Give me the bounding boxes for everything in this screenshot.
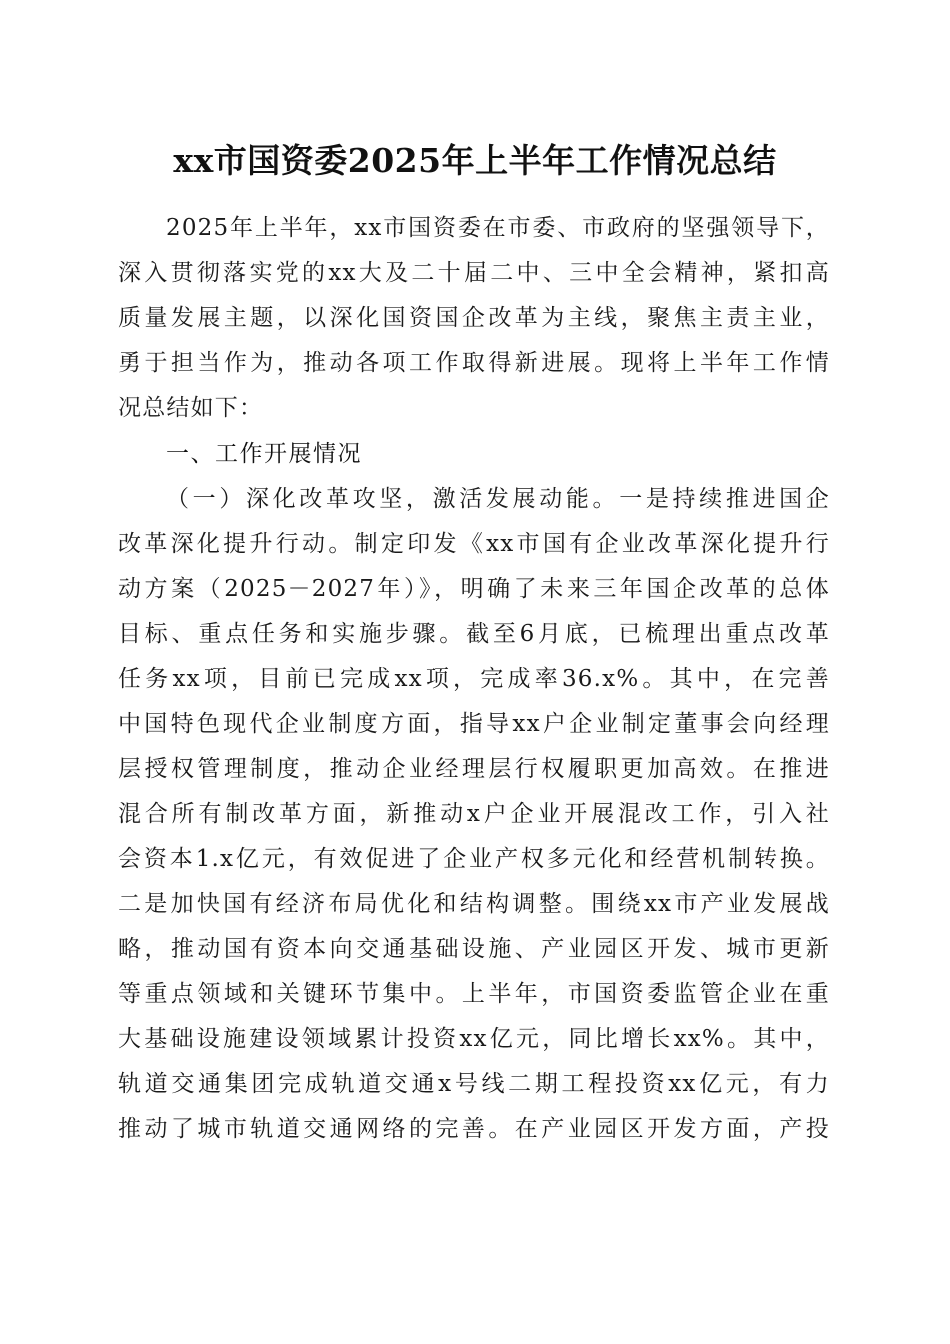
body-line-5: 任务xx项，目前已完成xx项，完成率36.x%。其中，在完善 <box>118 666 830 692</box>
body-line-2: 改革深化提升行动。制定印发《xx市国有企业改革深化提升行 <box>118 531 830 557</box>
body-line-4: 目标、重点任务和实施步骤。截至6月底，已梳理出重点改革 <box>118 621 830 647</box>
intro-line-3: 质量发展主题，以深化国资国企改革为主线，聚焦主责主业， <box>118 305 830 331</box>
body-line-14: 轨道交通集团完成轨道交通x号线二期工程投资xx亿元，有力 <box>118 1071 830 1097</box>
section-heading: 一、工作开展情况 <box>166 441 362 467</box>
body-line-8: 混合所有制改革方面，新推动x户企业开展混改工作，引入社 <box>118 801 830 827</box>
intro-line-2: 深入贯彻落实党的xx大及二十届二中、三中全会精神，紧扣高 <box>118 260 830 286</box>
body-line-12: 等重点领域和关键环节集中。上半年，市国资委监管企业在重 <box>118 981 830 1007</box>
body-line-9: 会资本1.x亿元，有效促进了企业产权多元化和经营机制转换。 <box>118 846 830 872</box>
body-line-1: （一）深化改革攻坚，激活发展动能。一是持续推进国企 <box>166 486 830 512</box>
body-line-3: 动方案（2025－2027年）》，明确了未来三年国企改革的总体 <box>118 576 830 602</box>
document-title: xx市国资委2025年上半年工作情况总结 <box>173 141 777 180</box>
body-line-6: 中国特色现代企业制度方面，指导xx户企业制定董事会向经理 <box>118 711 830 737</box>
body-line-10: 二是加快国有经济布局优化和结构调整。围绕xx市产业发展战 <box>118 891 830 917</box>
body-line-13: 大基础设施建设领域累计投资xx亿元，同比增长xx%。其中， <box>118 1026 830 1052</box>
body-line-15: 推动了城市轨道交通网络的完善。在产业园区开发方面，产投 <box>118 1116 830 1142</box>
intro-line-5: 况总结如下： <box>118 395 264 421</box>
body-line-7: 层授权管理制度，推动企业经理层行权履职更加高效。在推进 <box>118 756 830 782</box>
intro-line-1: 2025年上半年，xx市国资委在市委、市政府的坚强领导下， <box>166 215 830 241</box>
body-line-11: 略，推动国有资本向交通基础设施、产业园区开发、城市更新 <box>118 936 830 962</box>
intro-line-4: 勇于担当作为，推动各项工作取得新进展。现将上半年工作情 <box>118 350 830 376</box>
